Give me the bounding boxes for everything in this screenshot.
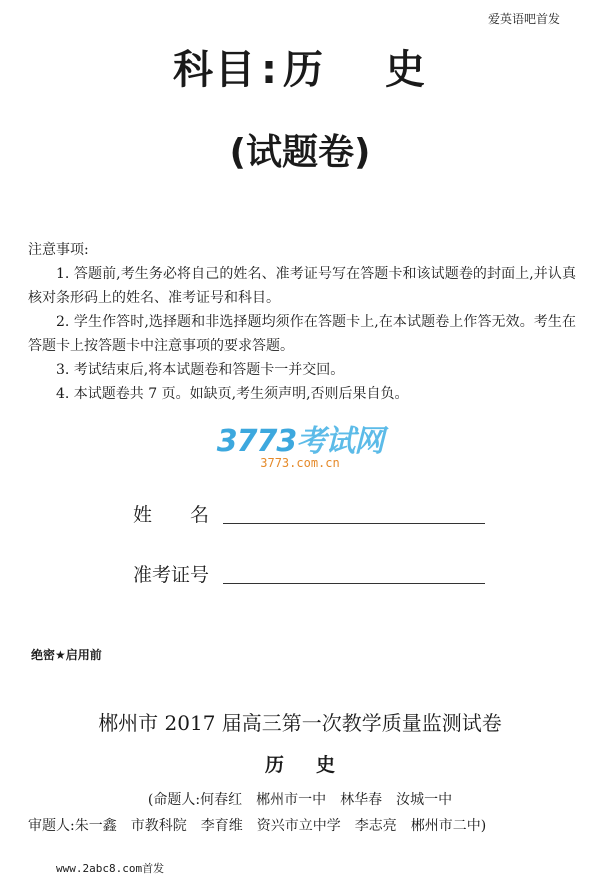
footer-site: www.2abc8.com首发 <box>56 862 165 875</box>
watermark-logo-text <box>0 416 600 460</box>
notes-item: 4. 本试题卷共 7 页。如缺页,考生须声明,否则后果自负。 <box>56 386 409 402</box>
reviewers-line: 审题人:朱一鑫 市教科院 李育维 资兴市立中学 李志亮 郴州市二中) <box>28 818 487 834</box>
proposers-line: (命题人:何春红 郴州市一中 林华春 汝城一中 <box>147 792 453 808</box>
publisher-note: 爱英语吧首发 <box>487 12 560 26</box>
subject-title <box>0 38 600 95</box>
name-label: 姓 名 <box>133 504 210 526</box>
watermark-logo <box>0 416 600 470</box>
watermark-cn: 考试网 <box>296 424 384 459</box>
exam-subject-char-1: 历 <box>264 754 284 776</box>
name-blank-line[interactable] <box>223 522 485 524</box>
exam-title: 郴州市 2017 届高三第一次教学质量监测试卷 <box>98 711 502 735</box>
exam-id-blank-line[interactable] <box>223 582 485 584</box>
notes-item: 1. 答题前,考生务必将自己的姓名、准考证号写在答题卡和该试题卷的封面上,并认真核对条形码上的姓名、准考证号和科目。 <box>28 266 576 306</box>
subject-separator: : <box>261 47 279 93</box>
exam-subject-char-2: 史 <box>316 754 336 776</box>
notes-heading: 注意事项: <box>28 242 89 258</box>
exam-subject <box>0 750 600 777</box>
subject-char-2: 史 <box>385 47 427 93</box>
notes-item: 2. 学生作答时,选择题和非选择题均须作在答题卡上,在本试题卷上作答无效。考生在答题卡上按答题卡中注意事项的要求答题。 <box>28 314 576 354</box>
exam-id-field[interactable] <box>133 560 485 587</box>
subject-label: 科目 <box>173 47 257 93</box>
watermark-digits: 3773 <box>216 424 297 459</box>
notes-section <box>28 238 576 406</box>
exam-id-label: 准考证号 <box>133 564 210 586</box>
confidential-mark: 绝密★启用前 <box>31 648 102 662</box>
paper-type: (试题卷) <box>229 132 371 173</box>
name-field[interactable] <box>133 500 485 527</box>
watermark-url: 3773.com.cn <box>260 456 340 470</box>
subject-char-1: 历 <box>283 47 325 93</box>
notes-item: 3. 考试结束后,将本试题卷和答题卡一并交回。 <box>56 362 345 378</box>
